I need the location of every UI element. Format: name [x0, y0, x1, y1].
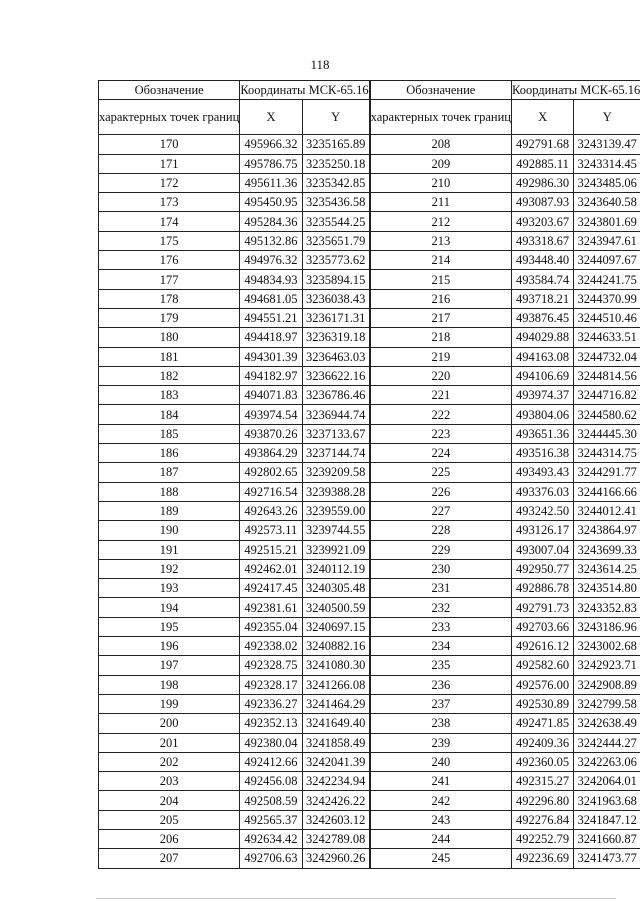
y-coordinate-cell: 3240112.19 — [302, 559, 370, 578]
x-coordinate-cell: 492643.26 — [240, 501, 302, 520]
point-id-cell: 244 — [370, 829, 512, 848]
point-id-cell: 222 — [370, 405, 512, 424]
point-id-cell: 230 — [370, 559, 512, 578]
point-id-cell: 191 — [99, 540, 240, 559]
x-coordinate-cell: 493870.26 — [240, 424, 302, 443]
point-id-cell: 194 — [99, 598, 240, 617]
table-row — [99, 289, 640, 308]
table-row — [99, 193, 640, 212]
table-row — [99, 501, 640, 520]
x-coordinate-cell: 493007.04 — [511, 540, 573, 559]
point-id-cell: 199 — [99, 694, 240, 713]
table-row — [99, 829, 640, 848]
y-coordinate-cell: 3241858.49 — [302, 733, 370, 752]
table-row — [99, 366, 640, 385]
x-coordinate-cell: 493448.40 — [511, 251, 573, 270]
point-id-cell: 220 — [370, 366, 512, 385]
point-id-cell: 238 — [370, 714, 512, 733]
point-id-cell: 176 — [99, 251, 240, 270]
table-row — [99, 752, 640, 771]
y-coordinate-cell: 3244097.67 — [574, 251, 640, 270]
y-coordinate-cell: 3240882.16 — [302, 637, 370, 656]
designation-header-top: Обозначение — [99, 81, 240, 100]
x-coordinate-cell: 493876.45 — [511, 308, 573, 327]
y-coordinate-cell: 3242923.71 — [574, 656, 640, 675]
point-id-cell: 240 — [370, 752, 512, 771]
y-header: Y — [302, 100, 370, 135]
y-coordinate-cell: 3241473.77 — [574, 849, 640, 868]
header-row-bottom — [99, 100, 640, 135]
point-id-cell: 183 — [99, 386, 240, 405]
table-row — [99, 482, 640, 501]
x-coordinate-cell: 493493.43 — [511, 463, 573, 482]
point-id-cell: 214 — [370, 251, 512, 270]
point-id-cell: 213 — [370, 231, 512, 250]
x-coordinate-cell: 492328.75 — [240, 656, 302, 675]
point-id-cell: 190 — [99, 521, 240, 540]
point-id-cell: 234 — [370, 637, 512, 656]
point-id-cell: 182 — [99, 366, 240, 385]
y-coordinate-cell: 3235250.18 — [302, 154, 370, 173]
y-coordinate-cell: 3237144.74 — [302, 444, 370, 463]
x-coordinate-cell: 492338.02 — [240, 637, 302, 656]
x-coordinate-cell: 492508.59 — [240, 791, 302, 810]
point-id-cell: 200 — [99, 714, 240, 733]
y-coordinate-cell: 3244012.41 — [574, 501, 640, 520]
x-header-right: X — [511, 100, 573, 135]
y-coordinate-cell: 3235436.58 — [302, 193, 370, 212]
point-id-cell: 215 — [370, 270, 512, 289]
x-coordinate-cell: 492986.30 — [511, 173, 573, 192]
table-body — [99, 135, 640, 868]
point-id-cell: 186 — [99, 444, 240, 463]
x-coordinate-cell: 492276.84 — [511, 810, 573, 829]
point-id-cell: 205 — [99, 810, 240, 829]
y-coordinate-cell: 3239388.28 — [302, 482, 370, 501]
y-coordinate-cell: 3244314.75 — [574, 444, 640, 463]
y-coordinate-cell: 3243947.61 — [574, 231, 640, 250]
y-coordinate-cell: 3235342.85 — [302, 173, 370, 192]
y-coordinate-cell: 3242263.06 — [574, 752, 640, 771]
point-id-cell: 207 — [99, 849, 240, 868]
y-coordinate-cell: 3236038.43 — [302, 289, 370, 308]
table-row — [99, 772, 640, 791]
point-id-cell: 228 — [370, 521, 512, 540]
x-coordinate-cell: 494106.69 — [511, 366, 573, 385]
table-row — [99, 424, 640, 443]
table-row — [99, 444, 640, 463]
table-row — [99, 656, 640, 675]
header-row-top — [99, 81, 640, 100]
x-coordinate-cell: 495132.86 — [240, 231, 302, 250]
x-coordinate-cell: 493087.93 — [511, 193, 573, 212]
x-coordinate-cell: 492381.61 — [240, 598, 302, 617]
y-coordinate-cell: 3239209.58 — [302, 463, 370, 482]
point-id-cell: 226 — [370, 482, 512, 501]
point-id-cell: 180 — [99, 328, 240, 347]
x-coordinate-cell: 495611.36 — [240, 173, 302, 192]
table-row — [99, 463, 640, 482]
point-id-cell: 192 — [99, 559, 240, 578]
x-coordinate-cell: 493651.36 — [511, 424, 573, 443]
y-coordinate-cell: 3241963.68 — [574, 791, 640, 810]
x-coordinate-cell: 493203.67 — [511, 212, 573, 231]
y-coordinate-cell: 3244732.04 — [574, 347, 640, 366]
x-coordinate-cell: 492315.27 — [511, 772, 573, 791]
x-coordinate-cell: 492515.21 — [240, 540, 302, 559]
y-coordinate-cell: 3242426.22 — [302, 791, 370, 810]
x-coordinate-cell: 492703.66 — [511, 617, 573, 636]
table-row — [99, 791, 640, 810]
table-row — [99, 637, 640, 656]
y-coordinate-cell: 3235773.62 — [302, 251, 370, 270]
y-coordinate-cell: 3240305.48 — [302, 579, 370, 598]
y-coordinate-cell: 3237133.67 — [302, 424, 370, 443]
x-coordinate-cell: 492791.73 — [511, 598, 573, 617]
coordinates-table-wrapper — [98, 80, 640, 869]
y-coordinate-cell: 3243864.97 — [574, 521, 640, 540]
x-coordinate-cell: 494834.93 — [240, 270, 302, 289]
x-coordinate-cell: 492802.65 — [240, 463, 302, 482]
x-coordinate-cell: 494301.39 — [240, 347, 302, 366]
coordinates-table — [98, 80, 640, 869]
x-coordinate-cell: 492791.68 — [511, 135, 573, 154]
point-id-cell: 233 — [370, 617, 512, 636]
table-row — [99, 251, 640, 270]
y-coordinate-cell: 3242603.12 — [302, 810, 370, 829]
table-row — [99, 675, 640, 694]
x-coordinate-cell: 492252.79 — [511, 829, 573, 848]
x-coordinate-cell: 492462.01 — [240, 559, 302, 578]
point-id-cell: 202 — [99, 752, 240, 771]
x-coordinate-cell: 493584.74 — [511, 270, 573, 289]
page-number: 118 — [310, 57, 330, 72]
point-id-cell: 196 — [99, 637, 240, 656]
x-coordinate-cell: 492360.05 — [511, 752, 573, 771]
y-coordinate-cell: 3240500.59 — [302, 598, 370, 617]
point-id-cell: 197 — [99, 656, 240, 675]
y-coordinate-cell: 3242908.89 — [574, 675, 640, 694]
y-coordinate-cell: 3242041.39 — [302, 752, 370, 771]
point-id-cell: 206 — [99, 829, 240, 848]
point-id-cell: 204 — [99, 791, 240, 810]
x-coordinate-cell: 495966.32 — [240, 135, 302, 154]
point-id-cell: 173 — [99, 193, 240, 212]
x-coordinate-cell: 492616.12 — [511, 637, 573, 656]
table-row — [99, 559, 640, 578]
y-coordinate-cell: 3241080.30 — [302, 656, 370, 675]
y-coordinate-cell: 3243699.33 — [574, 540, 640, 559]
x-coordinate-cell: 492352.13 — [240, 714, 302, 733]
x-coordinate-cell: 493974.54 — [240, 405, 302, 424]
point-id-cell: 210 — [370, 173, 512, 192]
x-coordinate-cell: 495450.95 — [240, 193, 302, 212]
x-coordinate-cell: 492582.60 — [511, 656, 573, 675]
y-coordinate-cell: 3242444.27 — [574, 733, 640, 752]
y-coordinate-cell: 3240697.15 — [302, 617, 370, 636]
point-id-cell: 185 — [99, 424, 240, 443]
point-id-cell: 201 — [99, 733, 240, 752]
point-id-cell: 178 — [99, 289, 240, 308]
y-coordinate-cell: 3244716.82 — [574, 386, 640, 405]
designation-header-bottom: характерных точек границ — [99, 100, 240, 135]
point-id-cell: 171 — [99, 154, 240, 173]
y-coordinate-cell: 3242799.58 — [574, 694, 640, 713]
point-id-cell: 217 — [370, 308, 512, 327]
x-coordinate-cell: 495786.75 — [240, 154, 302, 173]
x-coordinate-cell: 492565.37 — [240, 810, 302, 829]
y-coordinate-cell: 3236622.16 — [302, 366, 370, 385]
y-coordinate-cell: 3242960.26 — [302, 849, 370, 868]
table-row — [99, 347, 640, 366]
y-coordinate-cell: 3243640.58 — [574, 193, 640, 212]
x-coordinate-cell: 492236.69 — [511, 849, 573, 868]
y-coordinate-cell: 3235894.15 — [302, 270, 370, 289]
x-coordinate-cell: 492328.17 — [240, 675, 302, 694]
y-coordinate-cell: 3243352.83 — [574, 598, 640, 617]
table-row — [99, 386, 640, 405]
y-coordinate-cell: 3236463.03 — [302, 347, 370, 366]
table-row — [99, 270, 640, 289]
x-coordinate-cell: 492576.00 — [511, 675, 573, 694]
x-coordinate-cell: 493376.03 — [511, 482, 573, 501]
y-coordinate-cell: 3244633.51 — [574, 328, 640, 347]
point-id-cell: 170 — [99, 135, 240, 154]
table-row — [99, 212, 640, 231]
x-coordinate-cell: 492417.45 — [240, 579, 302, 598]
y-coordinate-cell: 3244370.99 — [574, 289, 640, 308]
table-row — [99, 521, 640, 540]
x-coordinate-cell: 494163.08 — [511, 347, 573, 366]
x-coordinate-cell: 492355.04 — [240, 617, 302, 636]
designation-header-top-right: Обозначение — [370, 81, 512, 100]
y-coordinate-cell: 3241649.40 — [302, 714, 370, 733]
point-id-cell: 193 — [99, 579, 240, 598]
y-coordinate-cell: 3243314.45 — [574, 154, 640, 173]
x-coordinate-cell: 492409.36 — [511, 733, 573, 752]
designation-header-bottom-right: характерных точек границ — [370, 100, 512, 135]
point-id-cell: 219 — [370, 347, 512, 366]
point-id-cell: 212 — [370, 212, 512, 231]
point-id-cell: 236 — [370, 675, 512, 694]
y-coordinate-cell: 3243139.47 — [574, 135, 640, 154]
point-id-cell: 243 — [370, 810, 512, 829]
point-id-cell: 175 — [99, 231, 240, 250]
y-coordinate-cell: 3244445.30 — [574, 424, 640, 443]
point-id-cell: 231 — [370, 579, 512, 598]
y-coordinate-cell: 3236171.31 — [302, 308, 370, 327]
table-row — [99, 308, 640, 327]
point-id-cell: 241 — [370, 772, 512, 791]
y-coordinate-cell: 3243485.06 — [574, 173, 640, 192]
y-coordinate-cell: 3242638.49 — [574, 714, 640, 733]
x-coordinate-cell: 493718.21 — [511, 289, 573, 308]
x-coordinate-cell: 492573.11 — [240, 521, 302, 540]
point-id-cell: 177 — [99, 270, 240, 289]
table-row — [99, 540, 640, 559]
y-coordinate-cell: 3244241.75 — [574, 270, 640, 289]
table-row — [99, 694, 640, 713]
x-coordinate-cell: 493242.50 — [511, 501, 573, 520]
point-id-cell: 235 — [370, 656, 512, 675]
point-id-cell: 216 — [370, 289, 512, 308]
x-coordinate-cell: 494182.97 — [240, 366, 302, 385]
x-coordinate-cell: 492950.77 — [511, 559, 573, 578]
y-header-right: Y — [574, 100, 640, 135]
y-coordinate-cell: 3235651.79 — [302, 231, 370, 250]
y-coordinate-cell: 3243801.69 — [574, 212, 640, 231]
point-id-cell: 227 — [370, 501, 512, 520]
y-coordinate-cell: 3244580.62 — [574, 405, 640, 424]
point-id-cell: 221 — [370, 386, 512, 405]
coords-title-header-right: Координаты МСК-65.16 — [511, 81, 640, 100]
y-coordinate-cell: 3236319.18 — [302, 328, 370, 347]
point-id-cell: 245 — [370, 849, 512, 868]
x-coordinate-cell: 494071.83 — [240, 386, 302, 405]
table-row — [99, 714, 640, 733]
x-coordinate-cell: 493974.37 — [511, 386, 573, 405]
x-coordinate-cell: 493864.29 — [240, 444, 302, 463]
point-id-cell: 203 — [99, 772, 240, 791]
y-coordinate-cell: 3241847.12 — [574, 810, 640, 829]
y-coordinate-cell: 3239559.00 — [302, 501, 370, 520]
y-coordinate-cell: 3243002.68 — [574, 637, 640, 656]
y-coordinate-cell: 3242064.01 — [574, 772, 640, 791]
point-id-cell: 188 — [99, 482, 240, 501]
point-id-cell: 225 — [370, 463, 512, 482]
x-coordinate-cell: 492336.27 — [240, 694, 302, 713]
x-coordinate-cell: 492886.78 — [511, 579, 573, 598]
point-id-cell: 195 — [99, 617, 240, 636]
table-row — [99, 733, 640, 752]
x-coordinate-cell: 494681.05 — [240, 289, 302, 308]
point-id-cell: 239 — [370, 733, 512, 752]
point-id-cell: 209 — [370, 154, 512, 173]
table-row — [99, 328, 640, 347]
point-id-cell: 223 — [370, 424, 512, 443]
y-coordinate-cell: 3241266.08 — [302, 675, 370, 694]
y-coordinate-cell: 3244814.56 — [574, 366, 640, 385]
x-header: X — [240, 100, 302, 135]
y-coordinate-cell: 3239744.55 — [302, 521, 370, 540]
table-row — [99, 579, 640, 598]
x-coordinate-cell: 494029.88 — [511, 328, 573, 347]
x-coordinate-cell: 492412.66 — [240, 752, 302, 771]
y-coordinate-cell: 3243614.25 — [574, 559, 640, 578]
point-id-cell: 229 — [370, 540, 512, 559]
y-coordinate-cell: 3241660.87 — [574, 829, 640, 848]
point-id-cell: 187 — [99, 463, 240, 482]
coords-title-header: Координаты МСК-65.16 — [240, 81, 370, 100]
table-row — [99, 231, 640, 250]
x-coordinate-cell: 495284.36 — [240, 212, 302, 231]
x-coordinate-cell: 494976.32 — [240, 251, 302, 270]
table-row — [99, 598, 640, 617]
y-coordinate-cell: 3243514.80 — [574, 579, 640, 598]
y-coordinate-cell: 3244166.66 — [574, 482, 640, 501]
x-coordinate-cell: 494551.21 — [240, 308, 302, 327]
table-row — [99, 405, 640, 424]
table-row — [99, 173, 640, 192]
y-coordinate-cell: 3244510.46 — [574, 308, 640, 327]
x-coordinate-cell: 492380.04 — [240, 733, 302, 752]
y-coordinate-cell: 3235544.25 — [302, 212, 370, 231]
x-coordinate-cell: 492885.11 — [511, 154, 573, 173]
x-coordinate-cell: 492634.42 — [240, 829, 302, 848]
table-row — [99, 810, 640, 829]
y-coordinate-cell: 3236944.74 — [302, 405, 370, 424]
x-coordinate-cell: 493804.06 — [511, 405, 573, 424]
point-id-cell: 242 — [370, 791, 512, 810]
point-id-cell: 174 — [99, 212, 240, 231]
x-coordinate-cell: 492296.80 — [511, 791, 573, 810]
x-coordinate-cell: 492706.63 — [240, 849, 302, 868]
table-row — [99, 154, 640, 173]
point-id-cell: 211 — [370, 193, 512, 212]
table-row — [99, 135, 640, 154]
page-bottom-rule — [96, 898, 616, 899]
y-coordinate-cell: 3235165.89 — [302, 135, 370, 154]
y-coordinate-cell: 3241464.29 — [302, 694, 370, 713]
point-id-cell: 208 — [370, 135, 512, 154]
point-id-cell: 184 — [99, 405, 240, 424]
y-coordinate-cell: 3244291.77 — [574, 463, 640, 482]
x-coordinate-cell: 492716.54 — [240, 482, 302, 501]
y-coordinate-cell: 3239921.09 — [302, 540, 370, 559]
point-id-cell: 237 — [370, 694, 512, 713]
x-coordinate-cell: 492530.89 — [511, 694, 573, 713]
point-id-cell: 172 — [99, 173, 240, 192]
y-coordinate-cell: 3243186.96 — [574, 617, 640, 636]
point-id-cell: 181 — [99, 347, 240, 366]
point-id-cell: 189 — [99, 501, 240, 520]
x-coordinate-cell: 493126.17 — [511, 521, 573, 540]
x-coordinate-cell: 494418.97 — [240, 328, 302, 347]
y-coordinate-cell: 3236786.46 — [302, 386, 370, 405]
y-coordinate-cell: 3242789.08 — [302, 829, 370, 848]
point-id-cell: 232 — [370, 598, 512, 617]
point-id-cell: 198 — [99, 675, 240, 694]
x-coordinate-cell: 492456.08 — [240, 772, 302, 791]
point-id-cell: 179 — [99, 308, 240, 327]
table-row — [99, 617, 640, 636]
point-id-cell: 218 — [370, 328, 512, 347]
x-coordinate-cell: 493516.38 — [511, 444, 573, 463]
y-coordinate-cell: 3242234.94 — [302, 772, 370, 791]
table-row — [99, 849, 640, 868]
point-id-cell: 224 — [370, 444, 512, 463]
x-coordinate-cell: 492471.85 — [511, 714, 573, 733]
x-coordinate-cell: 493318.67 — [511, 231, 573, 250]
